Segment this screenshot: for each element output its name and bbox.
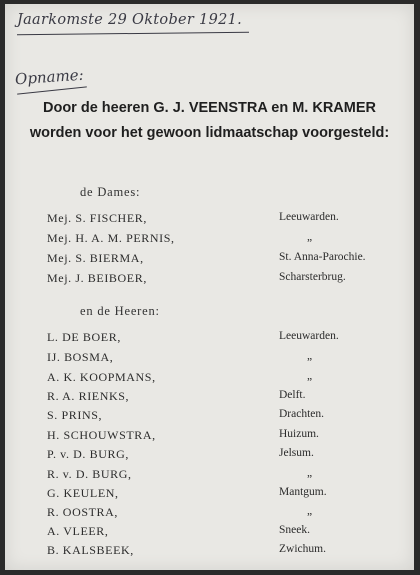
member-place: Delft. (279, 389, 306, 401)
member-name: Mej. S. BIERMA, (47, 251, 144, 265)
member-place: Jelsum. (279, 447, 314, 459)
handwritten-date-underline (17, 32, 249, 36)
list-item (5, 408, 414, 426)
list-item (5, 370, 414, 388)
member-place: Sneek. (279, 524, 310, 536)
list-item (5, 251, 414, 269)
member-place: „ (307, 370, 313, 382)
list-item (5, 447, 414, 465)
member-place: Leeuwarden. (279, 211, 339, 223)
member-name: H. SCHOUWSTRA, (47, 428, 156, 442)
member-name: B. KALSBEEK, (47, 543, 134, 557)
member-name: R. v. D. BURG, (47, 467, 132, 481)
list-item (5, 524, 414, 542)
heading-line-2: worden voor het gewoon lidmaatschap voorgesteld: (29, 125, 390, 141)
member-place: Huizum. (279, 428, 319, 440)
list-item (5, 211, 414, 229)
list-item (5, 467, 414, 485)
heeren-label: en de Heeren: (80, 304, 160, 318)
document-page (5, 4, 414, 570)
heading-line-1: Door de heeren G. J. VEENSTRA en M. KRAMER (42, 100, 376, 116)
member-name: Mej. S. FISCHER, (47, 211, 147, 225)
list-item (5, 428, 414, 446)
member-name: S. PRINS, (47, 408, 103, 422)
dames-label: de Dames: (80, 185, 141, 199)
member-name: P. v. D. BURG, (47, 447, 129, 461)
list-item (5, 389, 414, 407)
member-place: „ (307, 231, 313, 243)
member-place: St. Anna-Parochie. (279, 251, 366, 263)
handwritten-date: Jaarkomste 29 Oktober 1921. (17, 12, 243, 28)
member-name: A. K. KOOPMANS, (47, 370, 156, 384)
member-place: Mantgum. (279, 486, 327, 498)
handwritten-note-underline (17, 86, 87, 95)
member-place: Scharsterbrug. (279, 271, 346, 283)
member-name: R. OOSTRA, (47, 505, 119, 519)
member-name: L. DE BOER, (47, 330, 121, 344)
list-item (5, 231, 414, 249)
member-name: IJ. BOSMA, (47, 350, 114, 364)
handwritten-note: Opname: (14, 65, 85, 89)
list-item (5, 505, 414, 523)
member-name: R. A. RIENKS, (47, 389, 130, 403)
member-place: Leeuwarden. (279, 330, 339, 342)
member-name: G. KEULEN, (47, 486, 119, 500)
list-item (5, 330, 414, 348)
member-place: „ (307, 467, 313, 479)
list-item (5, 271, 414, 289)
member-name: Mej. H. A. M. PERNIS, (47, 231, 175, 245)
list-item (5, 350, 414, 368)
member-place: Drachten. (279, 408, 325, 420)
member-place: „ (307, 350, 313, 362)
member-name: Mej. J. BEIBOER, (47, 271, 147, 285)
list-item (5, 486, 414, 504)
member-place: Zwichum. (279, 543, 326, 555)
member-place: „ (307, 505, 313, 517)
list-item (5, 543, 414, 561)
member-name: A. VLEER, (47, 524, 109, 538)
